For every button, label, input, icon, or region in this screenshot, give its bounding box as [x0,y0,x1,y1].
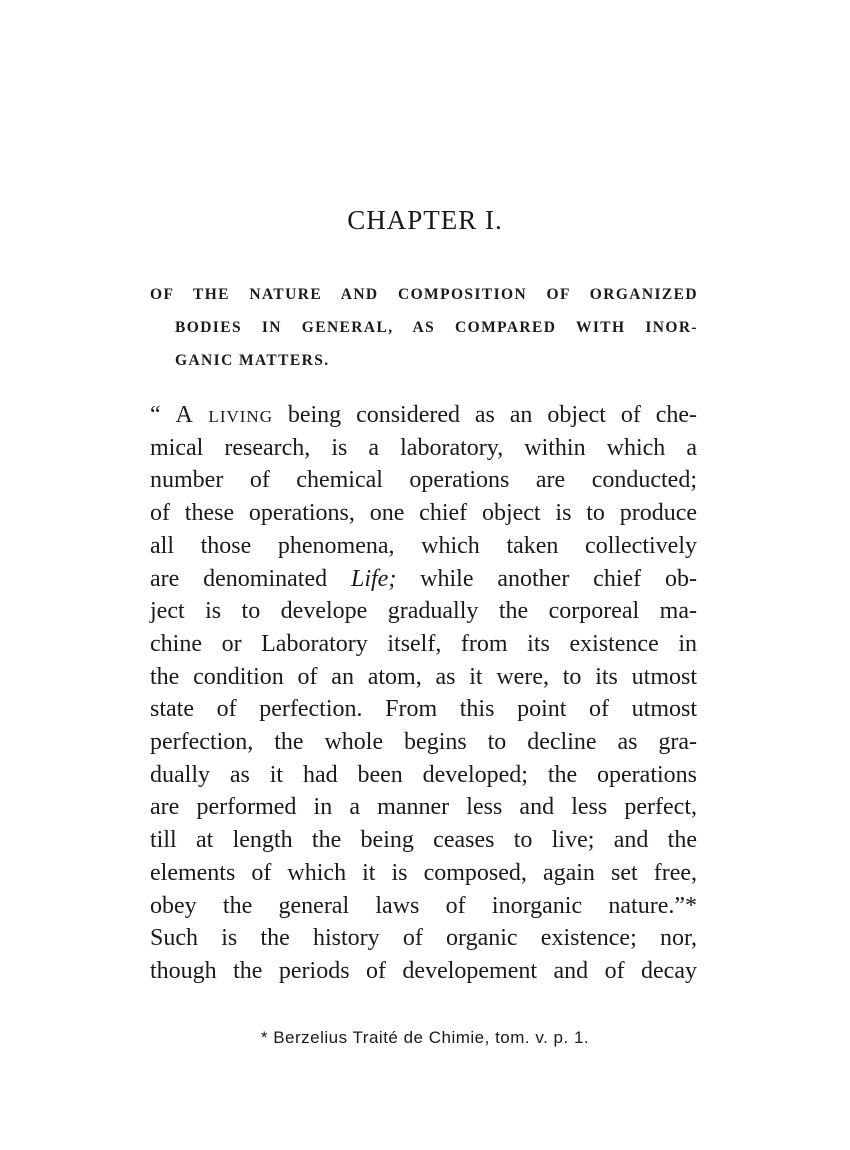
body-line: ject is to develope gradually the corporeal ma- [150,598,697,625]
body-line: are performed in a manner less and less perfect, [150,794,697,821]
body-line: dually as it had been developed; the operations [150,761,697,788]
footnote: * Berzelius Traité de Chimie, tom. v. p. 1. [260,1028,590,1047]
first-line-rest: being considered as an object of che- [272,402,698,428]
chapter-subtitle [150,278,698,377]
body-line: mical research, is a laboratory, within which a [150,434,697,461]
open-quote: “ [150,402,176,428]
body-line: though the periods of developement and of decay [150,957,697,984]
subtitle-line: OF THE NATURE AND COMPOSITION OF ORGANIZED [150,286,698,303]
subtitle-line: GANIC MATTERS. [175,352,330,369]
body-line [150,399,697,432]
chapter-title: CHAPTER I. [347,205,503,235]
body-line: chine or Laboratory itself, from its existence in [150,630,697,657]
body-line: Such is the history of organic existence; nor, [150,925,697,952]
body-paragraph [150,399,697,988]
body-line: state of perfection. From this point of utmost [150,696,697,723]
body-line: number of chemical operations are conducted; [150,467,697,494]
body-line [150,563,697,596]
subtitle-line: BODIES IN GENERAL, AS COMPARED WITH INOR- [175,319,698,336]
body-line: the condition of an atom, as it were, to its utmost [150,663,697,690]
first-word: A living [175,402,273,428]
life-italic: Life; [350,565,397,592]
line6-after: while another chief ob- [396,565,697,592]
body-line: all those phenomena, which taken collectively [150,532,697,559]
line6-before: are denominated [150,565,351,592]
body-line: of these operations, one chief object is to produce [150,500,697,527]
body-line: perfection, the whole begins to decline as gra- [150,729,697,756]
body-line: till at length the being ceases to live; and the [150,827,697,854]
body-line: obey the general laws of inorganic nature.”* [150,892,697,919]
body-line: elements of which it is composed, again set free, [150,859,697,886]
